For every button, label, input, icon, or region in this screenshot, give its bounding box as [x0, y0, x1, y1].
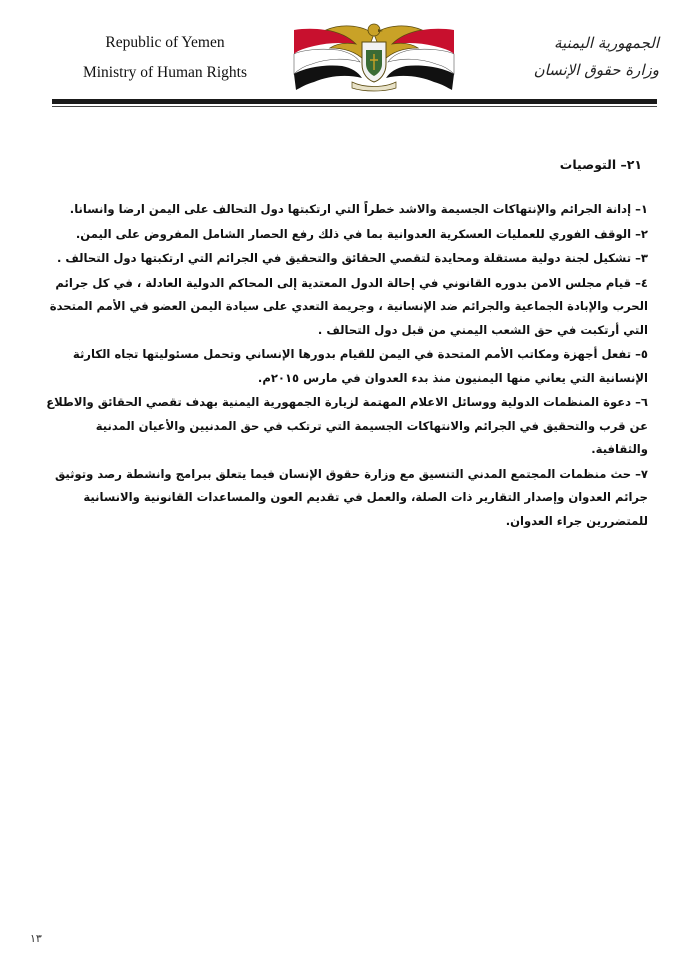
recommendations-section	[38, 155, 648, 534]
recommendation-item-3: ٣– تشكيل لجنة دولية مستقلة ومحايدة لتقصي الحقائق والتحقيق في الجرائم التي ارتكبتها دول التحالف .	[56, 251, 648, 265]
yemen-eagle-emblem-icon	[290, 20, 458, 92]
letterhead-english	[40, 28, 290, 88]
recommendation-item-6: ٦– دعوة المنظمات الدولية ووسائل الاعلام المهتمة لزيارة الجمهورية اليمنية بهدف تقصي الحقائق والاطلاع عن قرب والتحقيق في الجرائم والانتهاكات الجسيمة التي ترتكب في حق المدنيين والأعيان المدنية والثقافية.	[46, 395, 648, 456]
country-name-en: Republic of Yemen	[105, 34, 225, 51]
section-heading: ٢١– التوصيات	[559, 157, 642, 172]
recommendation-item-4: ٤– قيام مجلس الامن بدوره القانوني في إحالة الدول المعتدية إلى المحاكم الدولية العادلة ، في كل جرائم الحرب والإبادة الجماعية والجرائم ضد الإنسانية ، وجريمة التعدي على سيادة اليمن العضو في الأمم المتحدة التي أرتكبت في حق الشعب اليمني من قبل دول التحالف .	[49, 275, 648, 337]
country-name-ar: الجمهورية اليمنية	[553, 34, 659, 52]
recommendation-item-1: ١– إدانة الجرائم والإنتهاكات الجسيمة والاشد خطراً التي ارتكبتها دول التحالف على اليمن ارضا وانسانا.	[69, 202, 648, 216]
recommendation-item-7: ٧– حث منظمات المجتمع المدني التنسيق مع وزارة حقوق الإنسان فيما يتعلق ببرامج وانشطة رصد وتوثيق جرائم العدوان وإصدار التقارير ذات الصلة، والعمل في تقديم العون والمساعدات القانونية والانسانية للمتضررين جراء العدوان.	[54, 466, 648, 528]
ministry-name-en: Ministry of Human Rights	[82, 64, 248, 81]
recommendation-item-5: ٥– تفعل أجهزة ومكاتب الأمم المتحدة في اليمن للقيام بدورها الإنساني وتحمل مسئوليتها تجاه الكارثة الإنسانية التي يعاني منها اليمنيون منذ بدء العدوان في مارس ٢٠١٥م.	[72, 347, 648, 385]
page-number: ١٣	[30, 932, 42, 945]
letterhead-arabic	[489, 30, 659, 84]
header-divider-thin	[52, 106, 657, 107]
header-divider-thick	[52, 99, 657, 104]
ministry-name-ar: وزارة حقوق الإنسان	[533, 61, 659, 79]
recommendation-item-2: ٢– الوقف الفوري للعمليات العسكرية العدوانية بما في ذلك رفع الحصار الشامل المفروض على اليمن.	[75, 226, 648, 241]
letterhead	[0, 0, 685, 112]
